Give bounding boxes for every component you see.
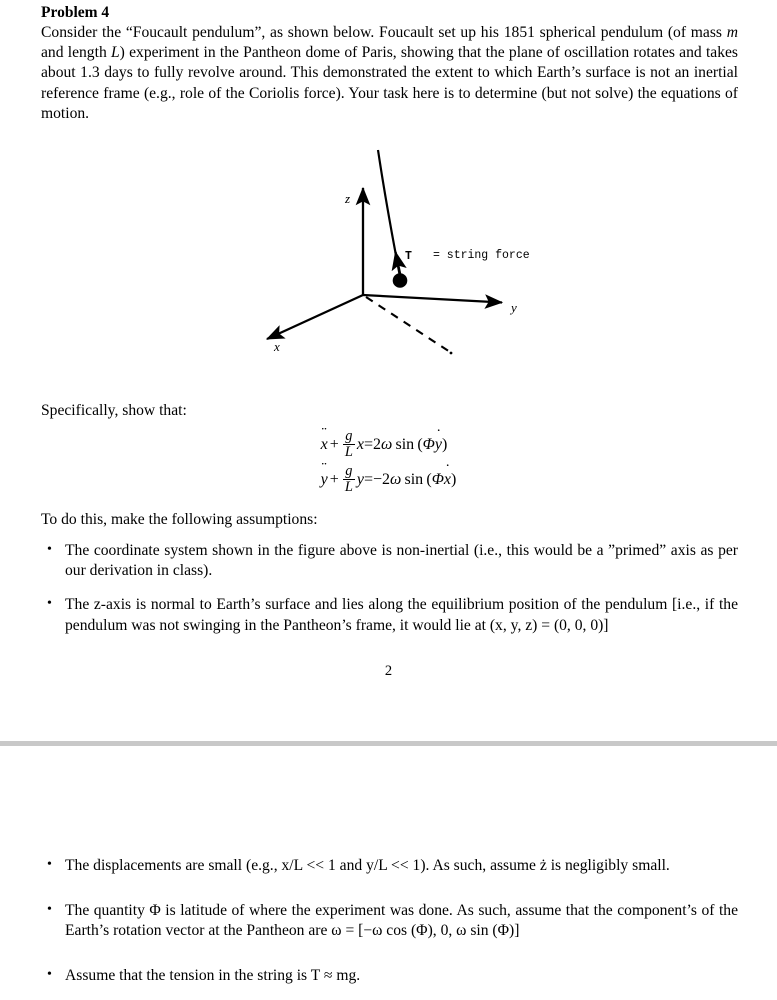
paren-open-y: ( [426, 471, 432, 489]
assumption-tension [43, 966, 738, 986]
dashed-projection-line [366, 297, 452, 354]
intro-paragraph [41, 23, 738, 124]
assumption-z-axis-text: The z-axis is normal to Earth’s surface and lies along the equilibrium position of the pendulum [i.e., if the pendulum was not swinging in the Pantheon’s frame, it would lie at (x, y, z) = (0, 0, 0)] [65, 596, 738, 634]
equation-y-rhs [373, 463, 456, 498]
assumptions-label: To do this, make the following assumptions: [41, 511, 318, 528]
equation-row-y [321, 463, 457, 498]
paren-open-x: ( [417, 436, 423, 454]
assumptions-list-bottom [43, 856, 738, 986]
symbol-mass-m: m [726, 24, 738, 41]
plus-sign-x: + [329, 436, 339, 454]
fraction-g-over-L-x [343, 429, 355, 460]
equation-block [0, 428, 777, 498]
intro-text-part-1: Consider the “Foucault pendulum”, as shown below. Foucault set up his 1851 spherical pendulum (of mass [41, 24, 727, 41]
intro-text-part-3: ) experiment in the Pantheon dome of Paris, showing that the plane of oscillation rotates and takes about 1.3 days to fully revolve around. This demonstrated the extent to which Earth’s surface is not an inertial reference frame (e.g., role of the Coriolis force). Your task here is to determine (but not solve) the equations of motion. [41, 44, 738, 122]
tension-label: T [405, 250, 412, 263]
fraction-numerator-g-y: g [345, 462, 353, 479]
assumption-tension-text: Assume that the tension in the string is T ≈ mg. [65, 966, 361, 984]
intro-text-part-2: and length [41, 44, 111, 62]
x-double-dot: x ¨ [321, 436, 328, 454]
rhs-sign-y: − [372, 471, 382, 489]
assumption-coordinate-system [43, 541, 738, 581]
fraction-denominator-L-y: L [344, 478, 353, 495]
string-force-caption: = string force [433, 249, 530, 262]
assumption-coordinate-system-text: The coordinate system shown in the figure above is non-inertial (i.e., this would be a ”primed” axis as per our derivation in class). [65, 542, 738, 580]
pendulum-figure [230, 135, 550, 380]
equation-x-rhs [373, 428, 456, 463]
equation-row-x [321, 428, 457, 463]
page-number: 2 [384, 663, 393, 679]
paren-close-x: ) [441, 436, 448, 454]
x-axis-label: x [274, 339, 280, 354]
x-dot: x ˙ [444, 471, 451, 489]
phi-symbol-x: Φ [422, 436, 435, 454]
fraction-g-over-L-y [343, 464, 355, 495]
page-separator [0, 741, 777, 746]
symbol-length-L: L [110, 44, 120, 62]
assumption-small-displacements [43, 856, 738, 876]
rhs-coefficient-x: 2 [372, 436, 381, 454]
fraction-denominator-L-x: L [344, 443, 353, 460]
phi-symbol-y: Φ [431, 471, 444, 489]
page-title: Problem 4 [41, 4, 110, 21]
pendulum-bob [393, 273, 408, 288]
rhs-coefficient-y: 2 [382, 471, 390, 489]
plus-sign-y: + [329, 470, 339, 488]
paren-close-y: ) [451, 471, 457, 489]
y-double-dot: y ¨ [321, 471, 328, 489]
fraction-numerator-g-x: g [345, 428, 353, 444]
y-axis-label: y [511, 300, 517, 315]
show-that-label: Specifically, show that: [41, 402, 187, 419]
x-axis [267, 295, 363, 339]
z-axis-label: z [345, 191, 351, 206]
sin-function-y: sin [404, 471, 424, 489]
assumption-z-axis [43, 595, 738, 635]
tension-vector-arrow [396, 252, 401, 276]
assumption-latitude-text: The quantity Φ is latitude of where the experiment was done. As such, assume that the component’s of the Earth’s rotation vector at the Pantheon are ω = [−ω cos (Φ), 0, ω sin (Φ)] [65, 902, 738, 940]
equation-y-relation: = [363, 471, 373, 489]
y-dot: y ˙ [435, 436, 442, 454]
variable-x-term: x [356, 436, 364, 454]
omega-symbol-x: ω [380, 436, 393, 454]
equation-x-relation: = [363, 436, 373, 454]
y-axis [363, 295, 502, 303]
assumptions-list-top [43, 541, 738, 636]
omega-symbol-y: ω [390, 471, 402, 489]
equation-x-lhs [321, 428, 364, 463]
assumption-small-displacements-text: The displacements are small (e.g., x/L << 1 and y/L << 1). As such, assume ż is negligibly small. [65, 857, 670, 874]
variable-y-term: y [356, 470, 364, 488]
assumption-latitude [43, 901, 738, 941]
sin-function-x: sin [395, 436, 415, 454]
equation-y-lhs [321, 463, 364, 498]
